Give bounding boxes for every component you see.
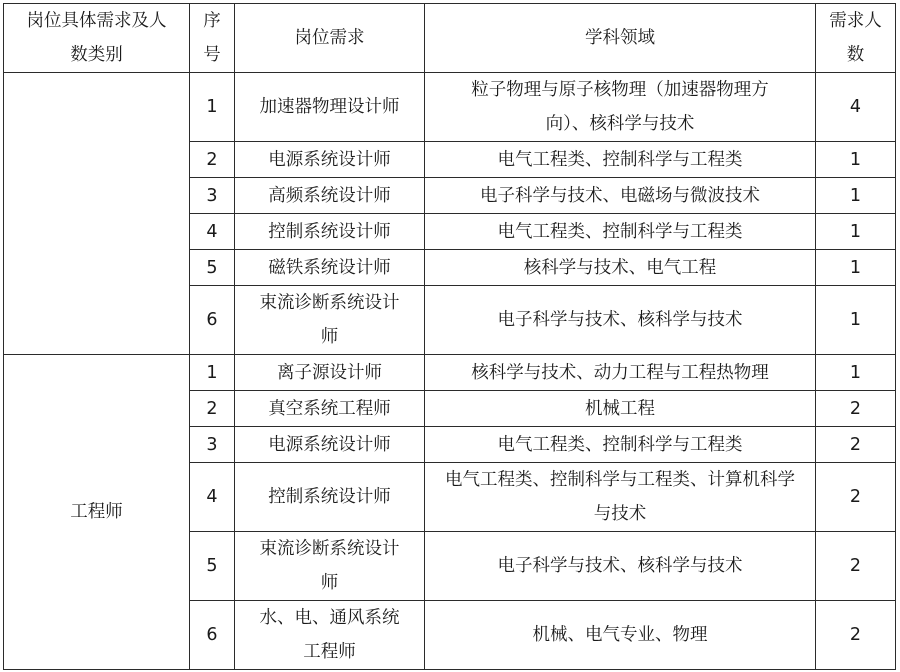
count-cell: 2 bbox=[816, 463, 896, 532]
field-cell: 电子科学与技术、核科学与技术 bbox=[425, 532, 816, 601]
index-cell: 4 bbox=[190, 214, 235, 250]
position-cell: 控制系统设计师 bbox=[235, 463, 425, 532]
position-cell: 电源系统设计师 bbox=[235, 427, 425, 463]
count-cell: 1 bbox=[816, 142, 896, 178]
position-cell: 离子源设计师 bbox=[235, 355, 425, 391]
position-cell: 真空系统工程师 bbox=[235, 391, 425, 427]
field-cell: 电子科学与技术、电磁场与微波技术 bbox=[425, 178, 816, 214]
field-cell: 电气工程类、控制科学与工程类 bbox=[425, 142, 816, 178]
count-cell: 2 bbox=[816, 391, 896, 427]
count-cell: 1 bbox=[816, 355, 896, 391]
count-cell: 2 bbox=[816, 532, 896, 601]
header-row bbox=[4, 4, 896, 73]
header-index: 序号 bbox=[190, 4, 235, 73]
position-cell: 束流诊断系统设计师 bbox=[235, 532, 425, 601]
count-cell: 1 bbox=[816, 178, 896, 214]
index-cell: 3 bbox=[190, 178, 235, 214]
field-cell: 核科学与技术、电气工程 bbox=[425, 250, 816, 286]
position-cell: 高频系统设计师 bbox=[235, 178, 425, 214]
count-cell: 1 bbox=[816, 250, 896, 286]
index-cell: 2 bbox=[190, 391, 235, 427]
index-cell: 4 bbox=[190, 463, 235, 532]
table-row bbox=[4, 73, 896, 142]
header-field: 学科领域 bbox=[425, 4, 816, 73]
index-cell: 5 bbox=[190, 250, 235, 286]
index-cell: 6 bbox=[190, 601, 235, 670]
category-cell bbox=[4, 73, 190, 355]
count-cell: 4 bbox=[816, 73, 896, 142]
field-cell: 电气工程类、控制科学与工程类 bbox=[425, 427, 816, 463]
index-cell: 5 bbox=[190, 532, 235, 601]
count-cell: 1 bbox=[816, 286, 896, 355]
index-cell: 1 bbox=[190, 73, 235, 142]
field-cell: 核科学与技术、动力工程与工程热物理 bbox=[425, 355, 816, 391]
index-cell: 2 bbox=[190, 142, 235, 178]
position-cell: 加速器物理设计师 bbox=[235, 73, 425, 142]
position-cell: 束流诊断系统设计师 bbox=[235, 286, 425, 355]
count-cell: 2 bbox=[816, 427, 896, 463]
field-cell: 机械工程 bbox=[425, 391, 816, 427]
header-category: 岗位具体需求及人数类别 bbox=[4, 4, 190, 73]
index-cell: 1 bbox=[190, 355, 235, 391]
field-cell: 电气工程类、控制科学与工程类 bbox=[425, 214, 816, 250]
position-cell: 控制系统设计师 bbox=[235, 214, 425, 250]
index-cell: 3 bbox=[190, 427, 235, 463]
position-cell: 水、电、通风系统工程师 bbox=[235, 601, 425, 670]
position-cell: 磁铁系统设计师 bbox=[235, 250, 425, 286]
recruitment-table bbox=[3, 3, 896, 670]
count-cell: 2 bbox=[816, 601, 896, 670]
field-cell: 粒子物理与原子核物理（加速器物理方向）、核科学与技术 bbox=[425, 73, 816, 142]
table-row bbox=[4, 355, 896, 391]
field-cell: 电子科学与技术、核科学与技术 bbox=[425, 286, 816, 355]
field-cell: 机械、电气专业、物理 bbox=[425, 601, 816, 670]
position-cell: 电源系统设计师 bbox=[235, 142, 425, 178]
count-cell: 1 bbox=[816, 214, 896, 250]
index-cell: 6 bbox=[190, 286, 235, 355]
header-position: 岗位需求 bbox=[235, 4, 425, 73]
header-count: 需求人数 bbox=[816, 4, 896, 73]
field-cell: 电气工程类、控制科学与工程类、计算机科学与技术 bbox=[425, 463, 816, 532]
category-cell: 工程师 bbox=[4, 355, 190, 670]
